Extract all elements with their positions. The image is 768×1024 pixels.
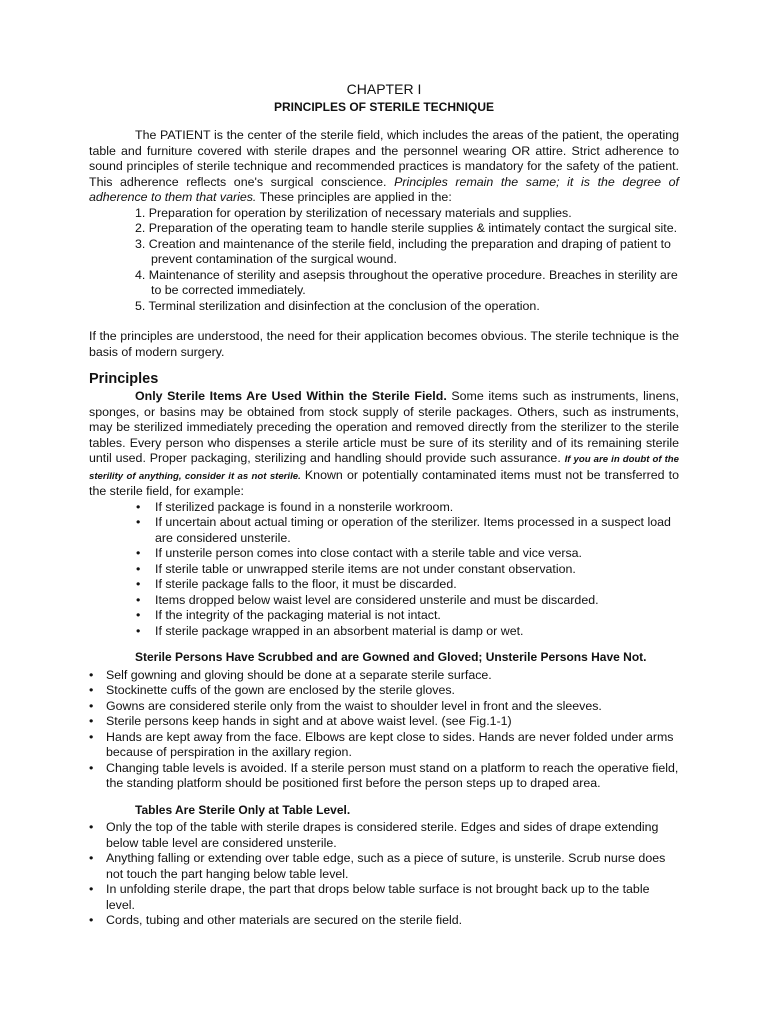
bullet-icon: • xyxy=(136,515,141,529)
list-item: 1. Preparation for operation by sterilization of necessary materials and supplies. xyxy=(135,205,572,220)
list-item: • In unfolding sterile drape, the part that drops below table surface is not brought back up to the table level. xyxy=(89,882,650,912)
bullet-icon: • xyxy=(89,729,94,744)
bullet-icon: • xyxy=(136,577,141,591)
list-item: 2. Preparation of the operating team to handle sterile supplies & intimately contact the surgical site. xyxy=(135,221,678,235)
section2-bullets xyxy=(89,668,679,792)
list-item: 4. Maintenance of sterility and asepsis throughout the operative procedure. Breaches in sterility are to be corrected immediately. xyxy=(135,267,678,297)
intro-paragraph: The PATIENT is the center of the sterile field, which includes the areas of the patient, the operating table and furniture covered with sterile drapes and the personnel wearing OR attire. Strict adherence to sound principles of sterile technique and recommended practices is mandatory for the safety of the patient. This adherence reflects one's surgical conscience. Principles remain the same; it is the degree of adherence to them that varies. These principles are applied in the: xyxy=(89,128,679,204)
list-item: • If uncertain about actual timing or operation of the sterilizer. Items processed in a suspect load are considered unsterile. xyxy=(136,515,671,545)
bullet-icon: • xyxy=(136,499,141,514)
document-page xyxy=(89,80,679,929)
bullet-icon: • xyxy=(136,608,141,622)
bullet-icon: • xyxy=(136,592,141,607)
list-item: • Items dropped below waist level are considered unsterile and must be discarded. xyxy=(136,592,599,607)
list-item: • Stockinette cuffs of the gown are enclosed by the sterile gloves. xyxy=(89,683,455,697)
bullet-icon: • xyxy=(136,623,141,638)
bullet-icon: • xyxy=(89,760,94,775)
section3-heading: Tables Are Sterile Only at Table Level. xyxy=(135,802,351,817)
bullet-icon: • xyxy=(136,546,141,560)
list-item: • Changing table levels is avoided. If a sterile person must stand on a platform to reach the operative field, the standing platform should be positioned first before the person steps up to draped area. xyxy=(89,760,679,790)
list-item: • Anything falling or extending over table edge, such as a piece of suture, is unsterile. Scrub nurse does not touch the part hanging below table level. xyxy=(89,851,666,881)
list-item: • If sterile package falls to the floor, it must be discarded. xyxy=(136,577,457,591)
bullet-icon: • xyxy=(89,667,94,682)
list-item: • If unsterile person comes into close contact with a sterile table and vice versa. xyxy=(136,546,582,560)
chapter-title: CHAPTER I xyxy=(346,81,422,97)
list-item: • Only the top of the table with sterile drapes is considered sterile. Edges and sides of drape extending below table level are considered unsterile. xyxy=(89,820,659,850)
list-item: • If sterile package wrapped in an absorbent material is damp or wet. xyxy=(136,623,524,638)
section1-paragraph: Only Sterile Items Are Used Within the Sterile Field. Some items such as instruments, linens, sponges, or basins may be obtained from stock supply of sterile packages. Others, such as instruments, may be sterilized immediately preceding the operation and removed directly from the sterilizer to the sterile tables. Every person who dispenses a sterile article must be sure of its sterility and of its remaining sterile until used. Proper packaging, sterilizing and handling should provide such assurance. If you are in doubt of the sterility of anything, consider it as not sterile. Known or potentially contaminated items must not be transferred to the sterile field, for example: xyxy=(89,389,680,498)
section1-bullets xyxy=(89,500,679,640)
list-item: • If sterile table or unwrapped sterile items are not under constant observation. xyxy=(136,561,576,576)
bullet-icon: • xyxy=(89,913,94,927)
section3-bullets xyxy=(89,820,679,929)
bullet-icon: • xyxy=(89,683,94,697)
list-item: • If the integrity of the packaging material is not intact. xyxy=(136,608,441,622)
section2-heading: Sterile Persons Have Scrubbed and are Gowned and Gloved; Unsterile Persons Have Not. xyxy=(135,650,647,664)
list-item: • Gowns are considered sterile only from the waist to shoulder level in front and the sleeves. xyxy=(89,698,602,713)
principles-heading: Principles xyxy=(89,371,159,387)
bullet-icon: • xyxy=(89,851,94,865)
conclusion-paragraph: If the principles are understood, the need for their application becomes obvious. The sterile technique is the basis of modern surgery. xyxy=(89,329,679,359)
steps-list xyxy=(89,206,679,315)
list-item: • Hands are kept away from the face. Elbows are kept close to sides. Hands are never folded under arms because of perspiration in the axillary region. xyxy=(89,729,674,759)
list-item: 5. Terminal sterilization and disinfection at the conclusion of the operation. xyxy=(135,298,540,313)
bullet-icon: • xyxy=(89,882,94,896)
bullet-icon: • xyxy=(89,714,94,728)
list-item: • Self gowning and gloving should be done at a separate sterile surface. xyxy=(89,667,492,682)
bullet-icon: • xyxy=(89,820,94,834)
list-item: • Cords, tubing and other materials are secured on the sterile field. xyxy=(89,913,463,927)
chapter-subtitle: PRINCIPLES OF STERILE TECHNIQUE xyxy=(273,100,495,114)
list-item: • If sterilized package is found in a nonsterile workroom. xyxy=(136,499,454,514)
list-item: • Sterile persons keep hands in sight and at above waist level. (see Fig.1-1) xyxy=(89,714,512,728)
bullet-icon: • xyxy=(136,561,141,576)
bullet-icon: • xyxy=(89,698,94,713)
list-item: 3. Creation and maintenance of the sterile field, including the preparation and draping of patient to prevent contamination of the surgical wound. xyxy=(135,236,671,266)
